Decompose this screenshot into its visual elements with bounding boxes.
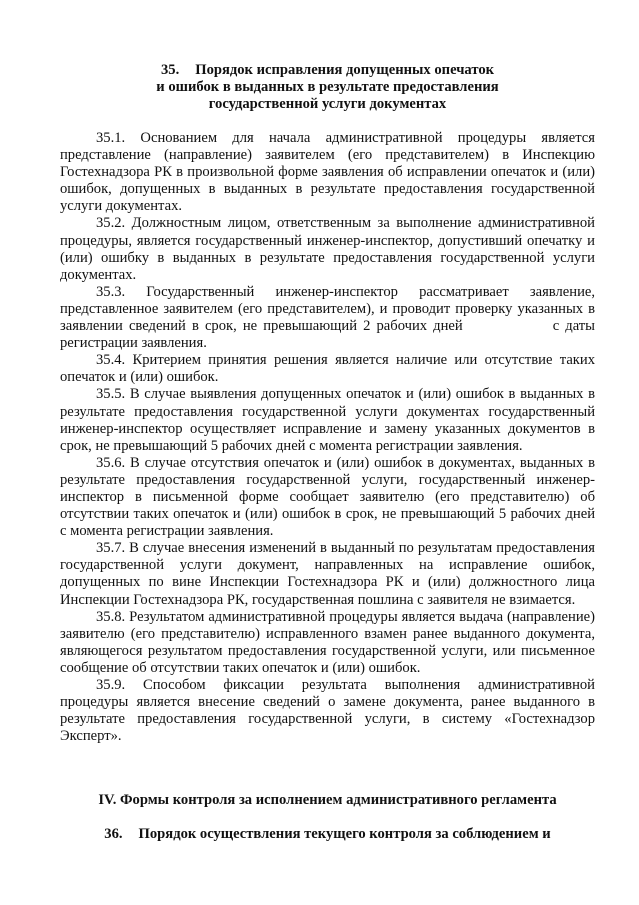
- section-35-heading: [60, 62, 595, 113]
- paragraph-35-1-text: 35.1. Основанием для начала административной процедуры является представление (направление) заявителем (его представителем) в Инспекцию Гостехнадзора РК в произвольной форме заявления об исправлении опечаток и (или) ошибок, допущенных в выданных в результате предоставления государственной услуги документах.: [60, 130, 595, 215]
- paragraph-35-3-text: 35.3. Государственный инженер-инспектор рассматривает заявление, представленное заявителем (его представителем), и проводит проверку указанных в заявлении сведений в срок, не превышающий 2 рабочих дней: [60, 283, 595, 335]
- paragraph-35-3-text-end: с даты регистрации заявления.: [60, 318, 595, 352]
- paragraph-35-4: [60, 352, 595, 386]
- paragraph-35-4-text: 35.4. Критерием принятия решения является наличие или отсутствие таких опечаток и (или) ошибок.: [60, 352, 595, 386]
- paragraph-35-9: [60, 677, 595, 745]
- section-35-title-line3: государственной услуги документах: [208, 96, 447, 112]
- paragraph-35-2: [60, 215, 595, 283]
- paragraph-35-5: [60, 386, 595, 454]
- paragraph-35-7: [60, 540, 595, 608]
- paragraph-35-2-text: 35.2. Должностным лицом, ответственным за выполнение административной процедуры, является государственный инженер-инспектор, допустивший опечатку и (или) ошибку в выданных в результате предоставления государственной услуги документах.: [60, 215, 595, 283]
- section-35-body: [60, 130, 595, 745]
- section-36-heading: [60, 826, 595, 843]
- paragraph-35-1: [60, 130, 595, 215]
- paragraph-35-9-text: 35.9. Способом фиксации результата выполнения административной процедуры является внесение сведений о замене документа, ранее выданного в результате предоставления государственной услуги, в систему «Гостехнадзор Эксперт».: [60, 677, 595, 745]
- section-35-title-line2: и ошибок в выданных в результате предоставления: [156, 79, 499, 95]
- paragraph-35-8: [60, 609, 595, 677]
- section-4-heading: IV. Формы контроля за исполнением административного регламента: [98, 792, 557, 808]
- paragraph-35-8-text: 35.8. Результатом административной процедуры является выдача (направление) заявителю (его представителю) исправленного взамен ранее выданного документа, являющегося результатом предоставления государственной услуги, или письменное сообщение об отсутствии таких опечаток и (или) ошибок.: [60, 608, 595, 676]
- section-36-title: Порядок осуществления текущего контроля за соблюдением и: [138, 826, 551, 842]
- section-36-number: 36.: [104, 826, 123, 842]
- section-35-title-line1: Порядок исправления допущенных опечаток: [195, 62, 495, 78]
- paragraph-35-3: [60, 284, 595, 352]
- paragraph-35-5-text: 35.5. В случае выявления допущенных опечаток и (или) ошибок в выданных в результате предоставления государственной услуги документах государственный инженер-инспектор осуществляет исправление и замену указанных документов в срок, не превышающий 5 рабочих дней с момента регистрации заявления.: [60, 386, 595, 454]
- paragraph-35-6: [60, 455, 595, 540]
- section-35-heading-line1: [60, 62, 595, 79]
- paragraph-35-7-text: 35.7. В случае внесения изменений в выданный по результатам предоставления государственной услуги документ, направленных на исправление ошибок, допущенных по вине Инспекции Гостехнадзора РК и (или) должностного лица Инспекции Гостехнадзора РК, государственная пошлина с заявителя не взимается.: [60, 540, 595, 608]
- section-35-number: 35.: [160, 62, 180, 78]
- paragraph-35-6-text: 35.6. В случае отсутствия опечаток и (или) ошибок в документах, выданных в результате предоставления государственной услуги, государственный инженер-инспектор в письменной форме сообщает заявителю (его представителю) об отсутствии таких опечаток и (или) ошибок в срок, не превышающий 5 рабочих дней с момента регистрации заявления.: [60, 454, 595, 540]
